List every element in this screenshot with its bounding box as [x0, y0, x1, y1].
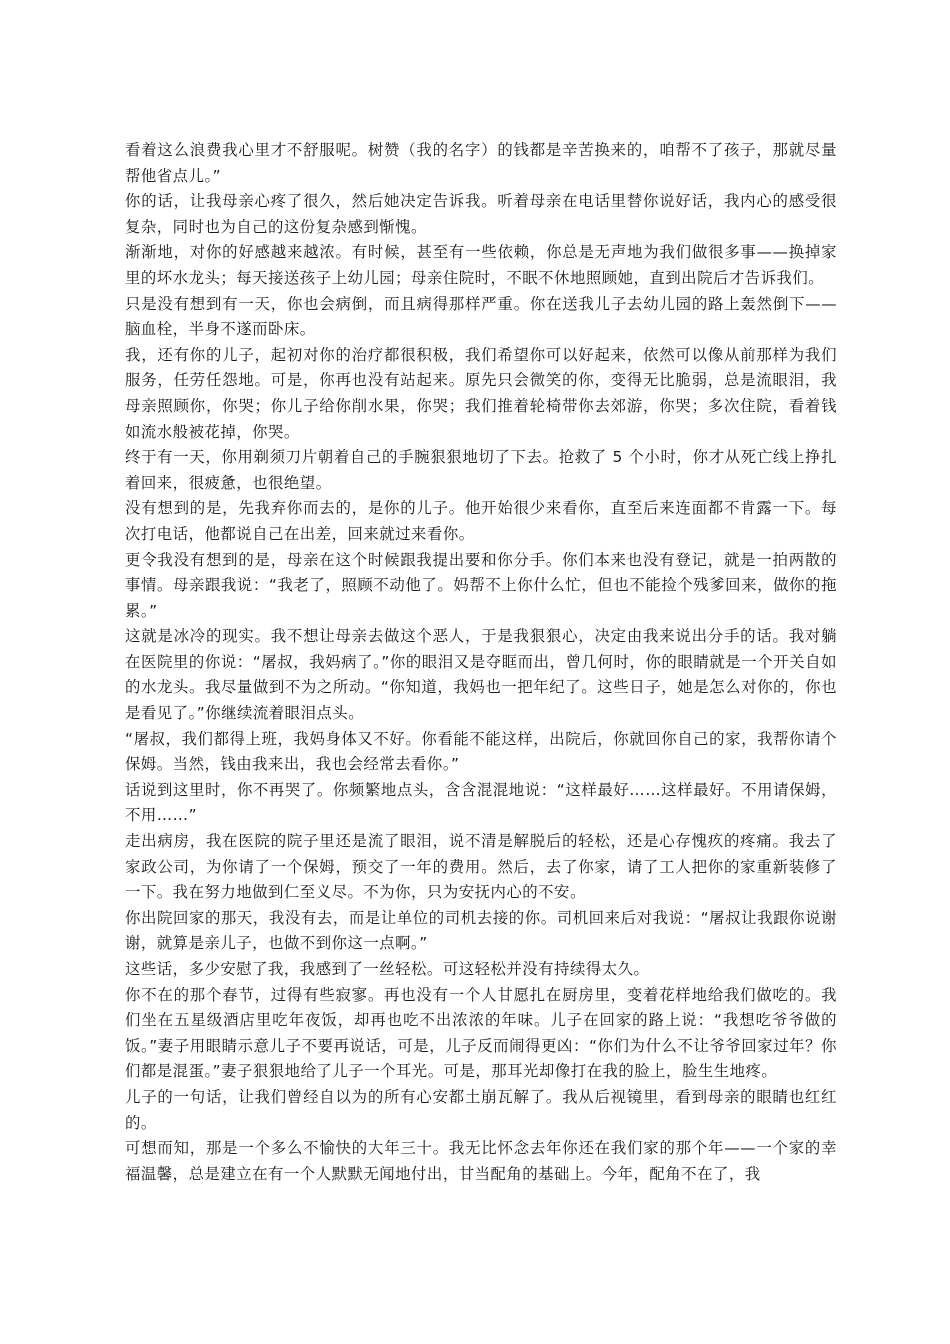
paragraph: 渐渐地，对你的好感越来越浓。有时候，甚至有一些依赖，你总是无声地为我们做很多事——换掉家里的坏水龙头；每天接送孩子上幼儿园；母亲住院时，不眠不休地照顾她，直到出院后才告诉我们。	[125, 243, 837, 287]
paragraph: 话说到这里时，你不再哭了。你频繁地点头，含含混混地说：“这样最好……这样最好。不用请保姆，不用……”	[125, 780, 837, 825]
paragraph: 你不在的那个春节，过得有些寂寥。再也没有一个人甘愿扎在厨房里，变着花样地给我们做吃的。我们坐在五星级酒店里吃年夜饭，却再也吃不出浓浓的年味。儿子在回家的路上说：“我想吃爷爷做的饭。”妻子用眼睛示意儿子不要再说话，可是，儿子反而闹得更凶：“你们为什么不让爷爷回家过年？你们都是混蛋。”妻子狠狠地给了儿子一个耳光。可是，那耳光却像打在我的脸上，脸生生地疼。	[125, 985, 837, 1081]
paragraph: 看着这么浪费我心里才不舒服呢。树赞（我的名字）的钱都是辛苦换来的，咱帮不了孩子，那就尽量帮他省点儿。”	[125, 141, 837, 185]
paragraph: 走出病房，我在医院的院子里还是流了眼泪，说不清是解脱后的轻松，还是心存愧疚的疼痛。我去了家政公司，为你请了一个保姆，预交了一年的费用。然后，去了你家，请了工人把你的家重新装修了一下。我在努力地做到仁至义尽。不为你，只为安抚内心的不安。	[125, 832, 837, 902]
paragraph: 更令我没有想到的是，母亲在这个时候跟我提出要和你分手。你们本来也没有登记，就是一拍两散的事情。母亲跟我说：“我老了，照顾不动他了。妈帮不上你什么忙，但也不能捡个残爹回来，做你的拖累。”	[125, 550, 837, 620]
paragraph: 你出院回家的那天，我没有去，而是让单位的司机去接的你。司机回来后对我说：“屠叔让我跟你说谢谢，就算是亲儿子，也做不到你这一点啊。”	[125, 908, 837, 953]
paragraph: 儿子的一句话，让我们曾经自以为的所有心安都土崩瓦解了。我从后视镜里，看到母亲的眼睛也红红的。	[125, 1087, 837, 1132]
paragraph: 这些话，多少安慰了我，我感到了一丝轻松。可这轻松并没有持续得太久。	[125, 960, 650, 978]
paragraph: 你的话，让我母亲心疼了很久，然后她决定告诉我。听着母亲在电话里替你说好话，我内心的感受很复杂，同时也为自己的这份复杂感到惭愧。	[125, 192, 837, 236]
document-body	[125, 138, 837, 1187]
paragraph: “屠叔，我们都得上班，我妈身体又不好。你看能不能这样，出院后，你就回你自己的家，我帮你请个保姆。当然，钱由我来出，我也会经常去看你。”	[125, 729, 837, 774]
paragraph: 终于有一天，你用剃须刀片朝着自己的手腕狠狠地切了下去。抢救了 5 个小时，你才从死亡线上挣扎着回来，很疲惫，也很绝望。	[125, 448, 837, 492]
paragraph: 这就是冰冷的现实。我不想让母亲去做这个恶人，于是我狠狠心，决定由我来说出分手的话。我对躺在医院里的你说：“屠叔，我妈病了。”你的眼泪又是夺眶而出，曾几何时，你的眼睛就是一个开关自如的水龙头。我尽量做到不为之所动。“你知道，我妈也一把年纪了。这些日子，她是怎么对你的，你也是看见了。”你继续流着眼泪点头。	[125, 627, 837, 723]
paragraph: 只是没有想到有一天，你也会病倒，而且病得那样严重。你在送我儿子去幼儿园的路上轰然倒下——脑血栓，半身不遂而卧床。	[125, 294, 837, 339]
paragraph: 没有想到的是，先我弃你而去的，是你的儿子。他开始很少来看你，直至后来连面都不肯露一下。每次打电话，他都说自己在出差，回来就过来看你。	[125, 499, 837, 543]
paragraph: 我，还有你的儿子，起初对你的治疗都很积极，我们希望你可以好起来，依然可以像从前那样为我们服务，任劳任怨地。可是，你再也没有站起来。原先只会微笑的你，变得无比脆弱，总是流眼泪，我母亲照顾你，你哭；你儿子给你削水果，你哭；我们推着轮椅带你去郊游，你哭；多次住院，看着钱如流水般被花掉，你哭。	[125, 345, 837, 441]
paragraph: 可想而知，那是一个多么不愉快的大年三十。我无比怀念去年你还在我们家的那个年——一个家的幸福温馨，总是建立在有一个人默默无闻地付出，甘当配角的基础上。今年，配角不在了，我	[125, 1139, 837, 1183]
